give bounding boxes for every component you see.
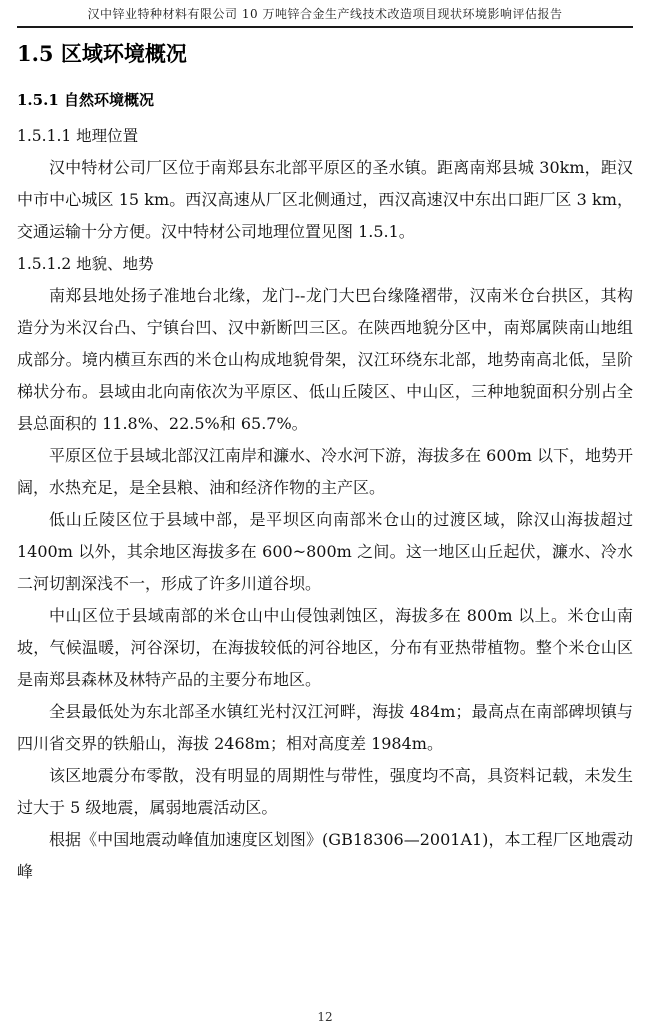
paragraph-geology: 南郑县地处扬子准地台北缘，龙门--龙门大巴台缘隆褶带，汉南米仓台拱区，其构造分为米汉台凸、宁镇台凹、汉中新断凹三区。在陕西地貌分区中，南郑属陕南山地组成部分。境内横亘东西的米仓山构成地貌骨架，汉江环绕东北部，地势南高北低，呈阶梯状分布。县域由北向南依次为平原区、低山丘陵区、中山区，三种地貌面积分别占全县总面积的 11.8%、22.5%和 65.7%。 bbox=[17, 286, 633, 433]
subsection-heading: 1.5.1 自然环境概况 bbox=[17, 91, 154, 109]
document-body bbox=[17, 120, 633, 888]
paragraph-plain-region: 平原区位于县域北部汉江南岸和濂水、冷水河下游，海拔多在 600m 以下，地势开阔，水热充足，是全县粮、油和经济作物的主产区。 bbox=[17, 446, 633, 497]
subsubsection-heading-terrain: 1.5.1.2 地貌、地势 bbox=[17, 255, 154, 273]
document-header-title: 汉中锌业特种材料有限公司 10 万吨锌合金生产线技术改造项目现状环境影响评估报告 bbox=[87, 7, 563, 21]
page-number: 12 bbox=[317, 1010, 333, 1024]
paragraph-hill-region: 低山丘陵区位于县域中部，是平坝区向南部米仓山的过渡区域，除汉山海拔超过 1400m 以外，其余地区海拔多在 600~800m 之间。这一地区山丘起伏，濂水、冷水二河切割深浅不一，形成了许多川道谷坝。 bbox=[17, 510, 633, 593]
section-heading: 1.5 区域环境概况 bbox=[17, 41, 187, 66]
paragraph-earthquake-activity: 该区地震分布零散，没有明显的周期性与带性，强度均不高，具资料记载，未发生过大于 5 级地震，属弱地震活动区。 bbox=[17, 766, 633, 817]
subsubsection-heading-location: 1.5.1.1 地理位置 bbox=[17, 127, 139, 145]
paragraph-mountain-region: 中山区位于县域南部的米仓山中山侵蚀剥蚀区，海拔多在 800m 以上。米仓山南坡，气候温暖，河谷深切，在海拔较低的河谷地区，分布有亚热带植物。整个米仓山区是南郑县森林及林特产品的主要分布地区。 bbox=[17, 606, 633, 689]
paragraph-elevation-extremes: 全县最低处为东北部圣水镇红光村汉江河畔，海拔 484m；最高点在南部碑坝镇与四川省交界的铁船山，海拔 2468m；相对高度差 1984m。 bbox=[17, 702, 633, 753]
paragraph-location: 汉中特材公司厂区位于南郑县东北部平原区的圣水镇。距离南郑县城 30km，距汉中市中心城区 15 km。西汉高速从厂区北侧通过，西汉高速汉中东出口距厂区 3 km，交通运输十分方便。汉中特材公司地理位置见图 1.5.1。 bbox=[17, 158, 633, 241]
document-header bbox=[17, 0, 633, 28]
page-footer bbox=[0, 1010, 650, 1024]
paragraph-seismic-acceleration: 根据《中国地震动峰值加速度区划图》(GB18306—2001A1)，本工程厂区地震动峰 bbox=[17, 830, 633, 881]
